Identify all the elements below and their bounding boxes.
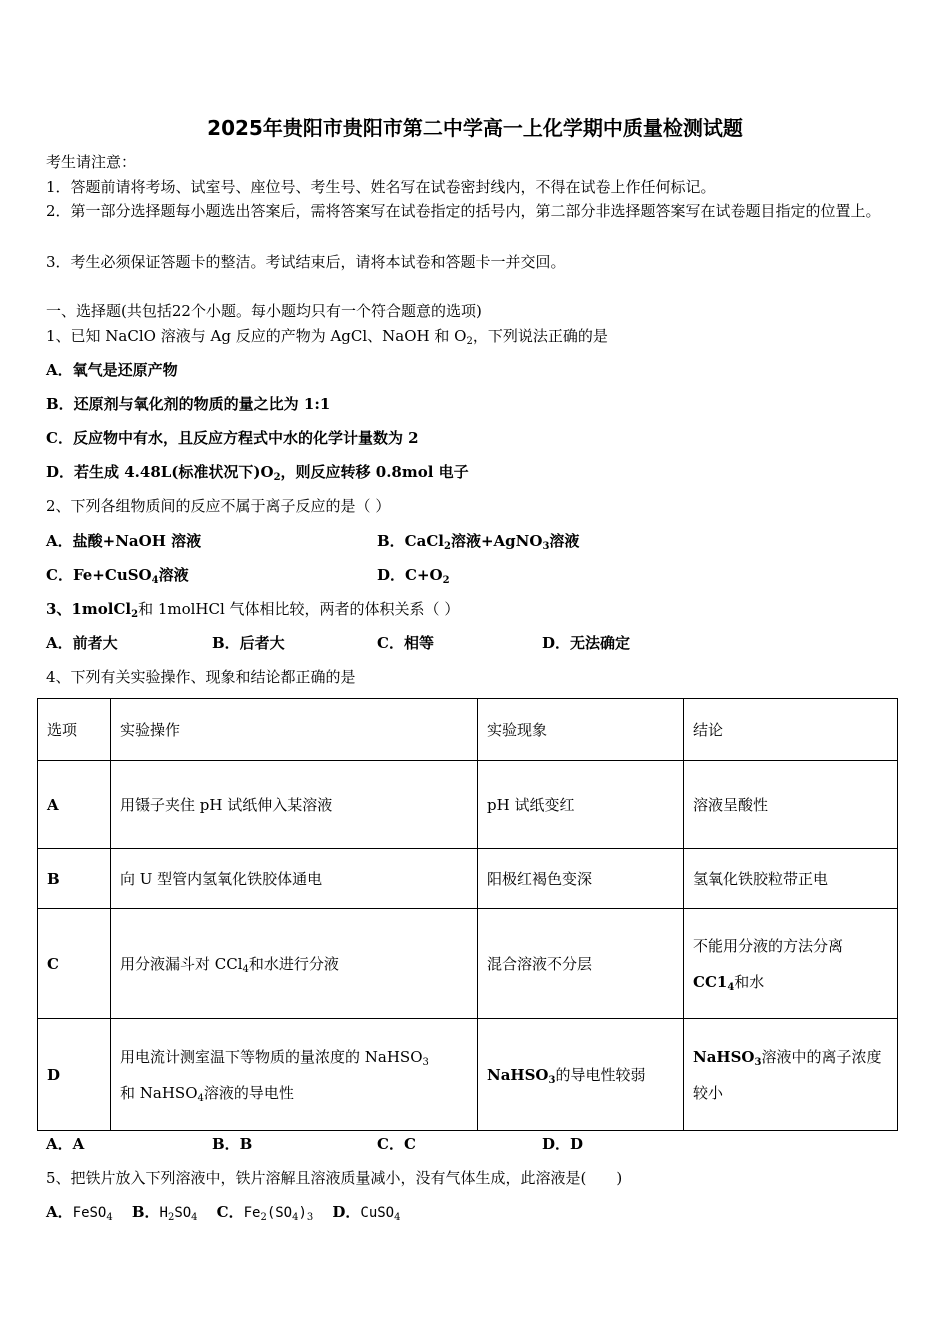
q2-option-d[interactable]: D．$C+O_2$ <box>377 566 450 586</box>
table-cell-conclusion: 溶液呈酸性 <box>684 761 898 849</box>
q5-option-b[interactable]: B．$H_2SO_4$ <box>131 1203 198 1223</box>
table-cell-option: C <box>38 909 111 1019</box>
table-cell-operation: 用电流计测室温下等物质的量浓度的 NaHSO$_3$ 和 NaHSO$_4$溶液的导电性 <box>111 1019 478 1131</box>
section-heading: 一、选择题(共包括22个小题。每小题均只有一个符合题意的选项) <box>46 302 482 320</box>
q1-stem: 1、已知 NaClO 溶液与 Ag 反应的产物为 AgCl、NaOH 和 $O_2$，下列说法正确的是 <box>46 327 608 347</box>
q3-option-d[interactable]: D．无法确定 <box>542 634 631 652</box>
q2-option-c[interactable]: C．Fe+CuSO$_4$溶液 <box>46 566 189 586</box>
q3-option-a[interactable]: A．前者大 <box>46 634 118 652</box>
q1-option-d[interactable]: D．若生成 4.48L(标准状况下)$O_2$，则反应转移 0.8mol 电子 <box>46 463 469 483</box>
table-cell-option: A <box>38 761 111 849</box>
table-cell-operation: 向 U 型管内氢氧化铁胶体通电 <box>111 849 478 909</box>
q1-option-b[interactable]: B．还原剂与氧化剂的物质的量之比为 1:1 <box>46 395 331 413</box>
table-row <box>38 1019 898 1131</box>
table-cell-phenomenon: 混合溶液不分层 <box>478 909 684 1019</box>
table-cell-option: D <box>38 1019 111 1131</box>
q4-option-c[interactable]: C．C <box>377 1135 416 1153</box>
notice-item-3: 3．考生必须保证答题卡的整洁。考试结束后，请将本试卷和答题卡一并交回。 <box>46 253 566 271</box>
table-row <box>38 849 898 909</box>
q5-option-a[interactable]: A．FeSO$_4$ <box>46 1203 113 1223</box>
table-header-cell: 结论 <box>684 699 898 761</box>
table-cell-phenomenon: NaHSO$_3$的导电性较弱 <box>478 1019 684 1131</box>
table-cell-conclusion: 氢氧化铁胶粒带正电 <box>684 849 898 909</box>
q1-option-a[interactable]: A．氧气是还原产物 <box>46 361 178 379</box>
table-cell-phenomenon: 阳极红褐色变深 <box>478 849 684 909</box>
q4-stem: 4、下列有关实验操作、现象和结论都正确的是 <box>46 668 356 686</box>
q2-option-a[interactable]: A．盐酸+NaOH 溶液 <box>46 532 202 550</box>
q5-options <box>46 1202 400 1223</box>
q1-option-c[interactable]: C．反应物中有水，且反应方程式中水的化学计量数为 2 <box>46 429 419 447</box>
table-header-row <box>38 699 898 761</box>
q2-stem: 2、下列各组物质间的反应不属于离子反应的是（ ） <box>46 497 391 515</box>
q3-stem: 3、1molCl$_2$和 1molHCl 气体相比较，两者的体积关系（ ） <box>46 600 460 620</box>
table-row <box>38 761 898 849</box>
table-cell-conclusion: 不能用分液的方法分离 $CC1_4$和水 <box>684 909 898 1019</box>
q5-stem: 5、把铁片放入下列溶液中，铁片溶解且溶液质量减小，没有气体生成，此溶液是( ) <box>46 1169 623 1187</box>
table-header-cell: 选项 <box>38 699 111 761</box>
experiment-table <box>37 698 898 1131</box>
table-header-cell: 实验现象 <box>478 699 684 761</box>
page-title: 2025年贵阳市贵阳市第二中学高一上化学期中质量检测试题 <box>207 116 743 140</box>
notice-heading: 考生请注意： <box>46 153 137 171</box>
table-cell-option: B <box>38 849 111 909</box>
q4-option-a[interactable]: A．A <box>46 1135 85 1153</box>
table-row <box>38 909 898 1019</box>
q5-option-d[interactable]: D．CuSO$_4$ <box>332 1203 401 1223</box>
table-cell-operation: 用分液漏斗对 CCl$_4$和水进行分液 <box>111 909 478 1019</box>
q5-option-c[interactable]: C．$Fe_2(SO_4)_3$ <box>216 1203 314 1223</box>
q3-option-b[interactable]: B．后者大 <box>212 634 285 652</box>
notice-item-1: 1．答题前请将考场、试室号、座位号、考生号、姓名写在试卷密封线内，不得在试卷上作任何标记。 <box>46 178 716 196</box>
q2-option-b[interactable]: B．CaCl$_2$溶液+AgNO$_3$溶液 <box>377 532 580 552</box>
table-cell-phenomenon: pH 试纸变红 <box>478 761 684 849</box>
q4-option-d[interactable]: D．D <box>542 1135 584 1153</box>
q4-option-b[interactable]: B．B <box>212 1135 253 1153</box>
table-header-cell: 实验操作 <box>111 699 478 761</box>
table-cell-conclusion: NaHSO$_3$溶液中的离子浓度 较小 <box>684 1019 898 1131</box>
q3-option-c[interactable]: C．相等 <box>377 634 434 652</box>
notice-item-2: 2．第一部分选择题每小题选出答案后，需将答案写在试卷指定的括号内，第二部分非选择题答案写在试卷题目指定的位置上。 <box>46 202 881 220</box>
table-cell-operation: 用镊子夹住 pH 试纸伸入某溶液 <box>111 761 478 849</box>
